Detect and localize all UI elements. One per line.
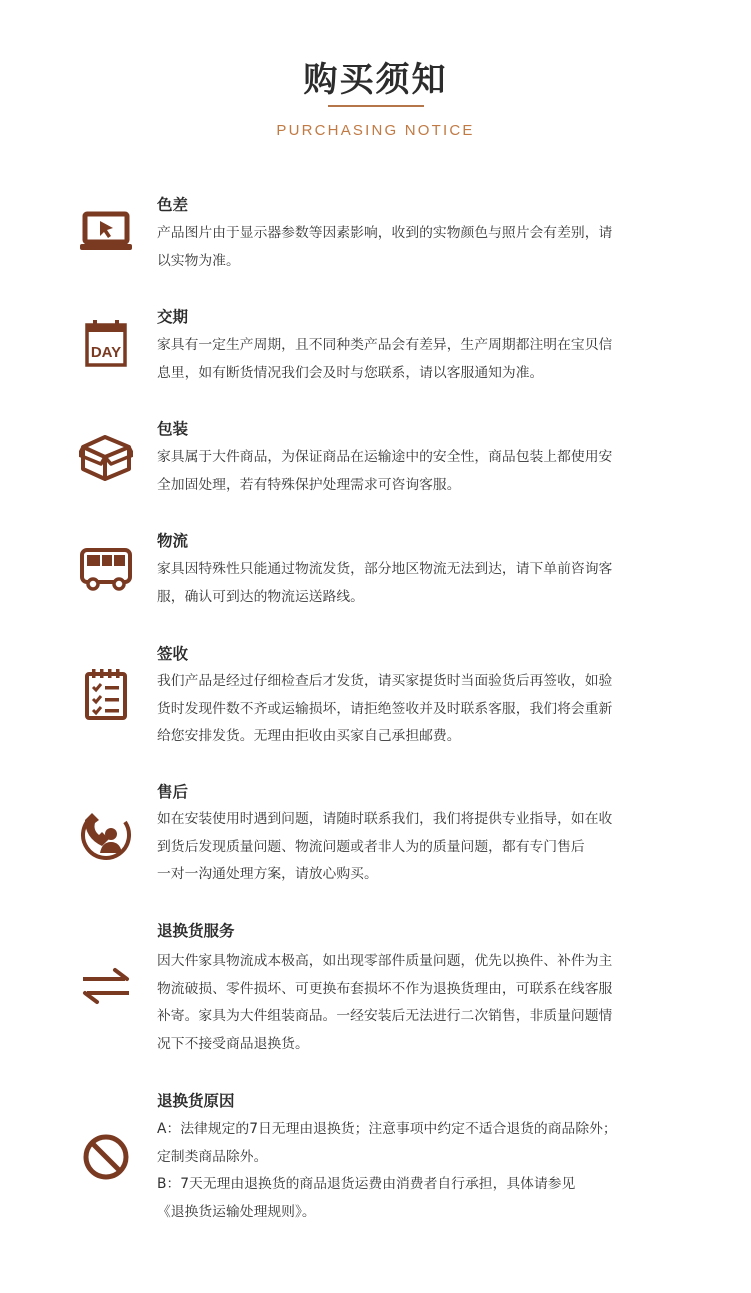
- page-subtitle: PURCHASING NOTICE: [276, 122, 475, 139]
- package-box-icon: [79, 431, 133, 485]
- body-line: 货时发现件数不齐或运输损坏，请拒绝签收并及时联系客服，我们将会重新: [157, 700, 613, 717]
- body-line: 家具有一定生产周期，且不同种类产品会有差异，生产周期都注明在宝贝信: [157, 337, 613, 353]
- section-title: 色差: [157, 196, 189, 214]
- body-line: 以实物为准。: [157, 252, 240, 269]
- section-title: 签收: [157, 645, 189, 663]
- section-title: 交期: [157, 308, 189, 326]
- exchange-arrows-icon: [79, 960, 133, 1014]
- body-line: 补寄。家具为大件组装商品。一经安装后无法进行二次销售，非质量问题情: [157, 1008, 613, 1024]
- section-body: [157, 556, 677, 611]
- section-title: 退换货服务: [157, 922, 235, 940]
- calendar-day-icon: [79, 317, 133, 371]
- body-line: 产品图片由于显示器参数等因素影响，收到的实物颜色与照片会有差别，请: [157, 225, 613, 241]
- body-line: A：法律规定的7日无理由退换货；注意事项中约定不适合退货的商品除外；: [157, 1121, 617, 1137]
- body-line: 况下不接受商品退换货。: [157, 1035, 309, 1052]
- body-line: 定制类商品除外。: [157, 1148, 268, 1165]
- section-title: 物流: [157, 532, 189, 550]
- body-line: B：7天无理由退换货的商品退货运费由消费者自行承担，具体请参见: [157, 1176, 576, 1192]
- body-line: 家具属于大件商品，为保证商品在运输途中的安全性，商品包装上都使用安: [157, 449, 613, 465]
- section-body: [157, 948, 677, 1058]
- body-line: 因大件家具物流成本极高，如出现零部件质量问题，优先以换件、补件为主: [157, 953, 613, 969]
- calendar-day-text: DAY: [90, 344, 122, 361]
- section-title: 包装: [157, 420, 189, 438]
- body-line: 物流破损、零件损坏、可更换布套损坏不作为退换货理由，可联系在线客服: [157, 980, 613, 997]
- truck-icon: [79, 542, 133, 596]
- body-line: 《退换货运输处理规则》。: [157, 1203, 316, 1220]
- section-title: 退换货原因: [157, 1092, 235, 1110]
- body-line: 息里，如有断货情况我们会及时与您联系，请以客服通知为准。: [157, 364, 544, 381]
- section-body: [157, 220, 677, 275]
- body-line: 家具因特殊性只能通过物流发货，部分地区物流无法到达，请下单前咨询客: [157, 561, 613, 577]
- laptop-cursor-icon: [79, 205, 133, 259]
- customer-service-icon: [79, 808, 133, 862]
- checklist-icon: [79, 667, 133, 721]
- title-divider: [328, 105, 424, 107]
- section-body: [157, 806, 677, 889]
- section-body: [157, 668, 677, 751]
- page-title: 购买须知: [303, 60, 448, 100]
- body-line: 我们产品是经过仔细检查后才发货，请买家提货时当面验货后再签收，如验: [157, 673, 613, 689]
- section-title: 售后: [157, 783, 189, 801]
- section-body: [157, 444, 677, 499]
- body-line: 到货后发现质量问题、物流问题或者非人为的质量问题，都有专门售后: [157, 838, 585, 855]
- section-body: [157, 1116, 677, 1226]
- body-line: 一对一沟通处理方案，请放心购买。: [157, 866, 378, 882]
- body-line: 全加固处理，若有特殊保护处理需求可咨询客服。: [157, 476, 461, 493]
- body-line: 服，确认可到达的物流运送路线。: [157, 588, 364, 605]
- body-line: 给您安排发货。无理由拒收由买家自己承担邮费。: [157, 728, 461, 744]
- body-line: 如在安装使用时遇到问题，请随时联系我们，我们将提供专业指导，如在收: [157, 811, 613, 827]
- section-body: [157, 332, 677, 387]
- prohibited-icon: [79, 1130, 133, 1184]
